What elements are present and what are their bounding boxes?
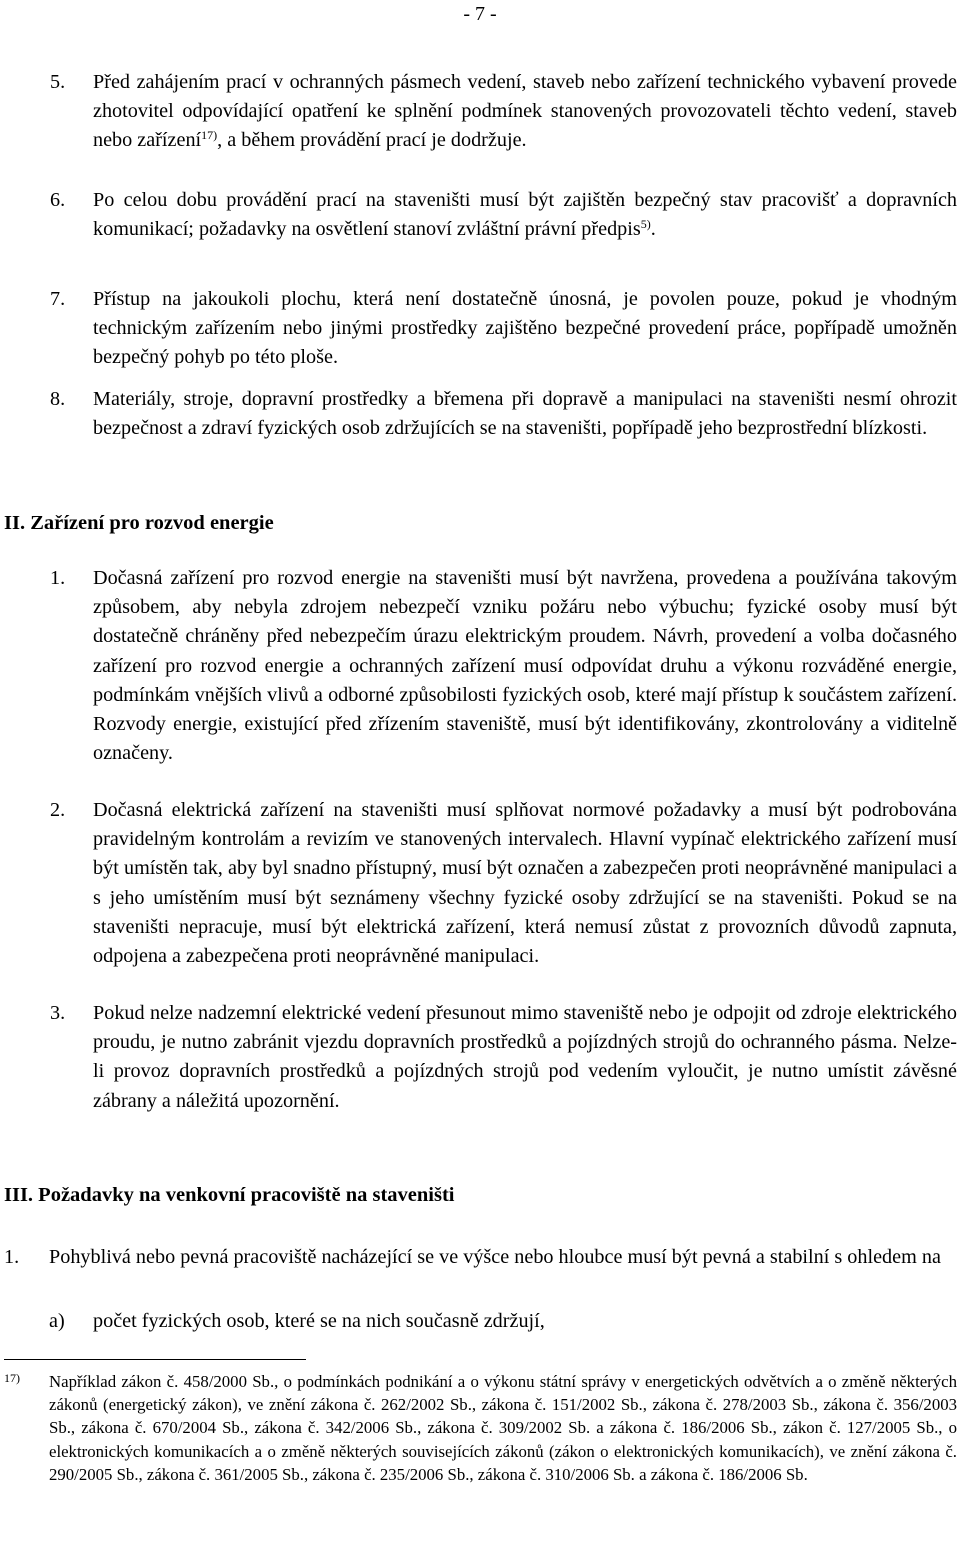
list-item-III-1 [4,1243,957,1272]
list-item-II-2 [50,796,957,971]
list-item-5 [50,68,957,156]
list-item-7 [50,285,957,373]
item-text: Pokud nelze nadzemní elektrické vedení přesunout mimo staveniště nebo je odpojit od zdroje elektrického proudu, je nutno zabránit vjezdu dopravních prostředků a pojízdných strojů do ochranného pásma. Nelze-li provoz dopravních prostředků a pojízdných strojů pod vedením vyloučit, je nutno umístit závěsné zábrany a náležitá upozornění. [93,1002,957,1112]
list-item-II-3 [50,999,957,1116]
section-heading-2: II. Zařízení pro rozvod energie [4,512,274,534]
sub-item-a [49,1307,949,1336]
item-text: Materiály, stroje, dopravní prostředky a břemena při dopravě a manipulaci na staveništi nesmí ohrozit bezpečnost a zdraví fyzických osob zdržujících se na staveništi, popřípadě jeho bezprostřední blízkosti. [93,388,957,440]
page-number: - 7 - [463,3,497,25]
footnote-ref[interactable]: 5) [640,217,651,232]
item-number: 3. [50,1002,66,1024]
item-number: 6. [50,189,66,211]
list-item-6 [50,186,957,244]
item-text: Před zahájením prací v ochranných pásmech vedení, staveb nebo zařízení technického vybavení provede zhotovitel odpovídající opatření ke splnění podmínek stanovených provozovateli těchto vedení, staveb nebo zařízení$^{17)}$, a během provádění prací je dodržuje. [93,71,957,152]
item-number: 5. [50,71,66,93]
sub-item-label: a) [49,1310,65,1332]
list-item-8 [50,385,957,443]
item-text: Přístup na jakoukoli plochu, která není dostatečně únosná, je povolen pouze, pokud je vhodným technickým zařízením nebo jinými prostředky zajištěno bezpečné provedení práce, popřípadě umožněn bezpečný pohyb po této ploše. [93,288,957,369]
footnote [4,1370,957,1486]
footnote-mark: 17) [4,1371,20,1385]
item-number: 1. [4,1246,20,1268]
item-number: 1. [50,567,66,589]
section-heading-3: III. Požadavky na venkovní pracoviště na staveništi [4,1184,455,1206]
item-text: Po celou dobu provádění prací na staveništi musí být zajištěn bezpečný stav pracovišť a dopravních komunikací; požadavky na osvětlení stanoví zvláštní právní předpis$^{5)}$. [93,189,957,241]
sub-item-text: počet fyzických osob, které se na nich současně zdržují, [93,1310,545,1332]
item-text: Dočasná zařízení pro rozvod energie na staveništi musí být navržena, provedena a používána takovým způsobem, aby nebyla zdrojem nebezpečí vzniku požáru nebo výbuchu; fyzické osoby musí být dostatečně chráněny před nebezpečím úrazu elektrickým proudem. Návrh, provedení a volba dočasného zařízení pro rozvod energie a ochranných zařízení musí odpovídat druhu a výkonu rozváděné energie, podmínkám vnějších vlivů a odborné způsobilosti fyzických osob, které mají přístup k součástem zařízení. Rozvody energie, existující před zřízením staveniště, musí být identifikovány, zkontrolovány a viditelně označeny. [93,567,957,765]
footnote-text: Například zákon č. 458/2000 Sb., o podmínkách podnikání a o výkonu státní správy v energetických odvětvích a o změně některých zákonů (energetický zákon), ve znění zákona č. 262/2002 Sb., zákona č. 151/2002 Sb., zákona č. 278/2003 Sb., zákona č. 356/2003 Sb., zákona č. 670/2004 Sb., zákona č. 342/2006 Sb., zákona č. 309/2002 Sb. a zákona č. 186/2006 Sb., zákon č. 127/2005 Sb., o elektronických komunikacích a o změně některých souvisejících zákonů (zákon o elektronických komunikacích), ve znění zákona č. 290/2005 Sb., zákona č. 361/2005 Sb., zákona č. 235/2006 Sb., zákona č. 310/2006 Sb. a zákona č. 186/2006 Sb. [49,1372,957,1484]
item-number: 8. [50,388,66,410]
item-number: 7. [50,288,66,310]
footnote-ref[interactable]: 17) [201,128,218,143]
footnote-separator [4,1359,306,1360]
item-number: 2. [50,799,66,821]
item-text: Pohyblivá nebo pevná pracoviště nacházející se ve výšce nebo hloubce musí být pevná a stabilní s ohledem na [49,1246,941,1268]
list-item-II-1 [50,564,957,768]
item-text: Dočasná elektrická zařízení na staveništi musí splňovat normové požadavky a musí být podrobována pravidelným kontrolám a revizím ve stanovených intervalech. Hlavní vypínač elektrického zařízení musí být umístěn tak, aby byl snadno přístupný, musí být označen a zabezpečen proti neoprávněné manipulaci a s jeho umístěním musí být seznámeny všechny fyzické osoby zdržující se na staveništi. Pokud se na staveništi nepracuje, musí být elektrická zařízení, která nemusí zůstat z provozních důvodů zapnuta, odpojena a zabezpečena proti neoprávněné manipulaci. [93,799,957,968]
